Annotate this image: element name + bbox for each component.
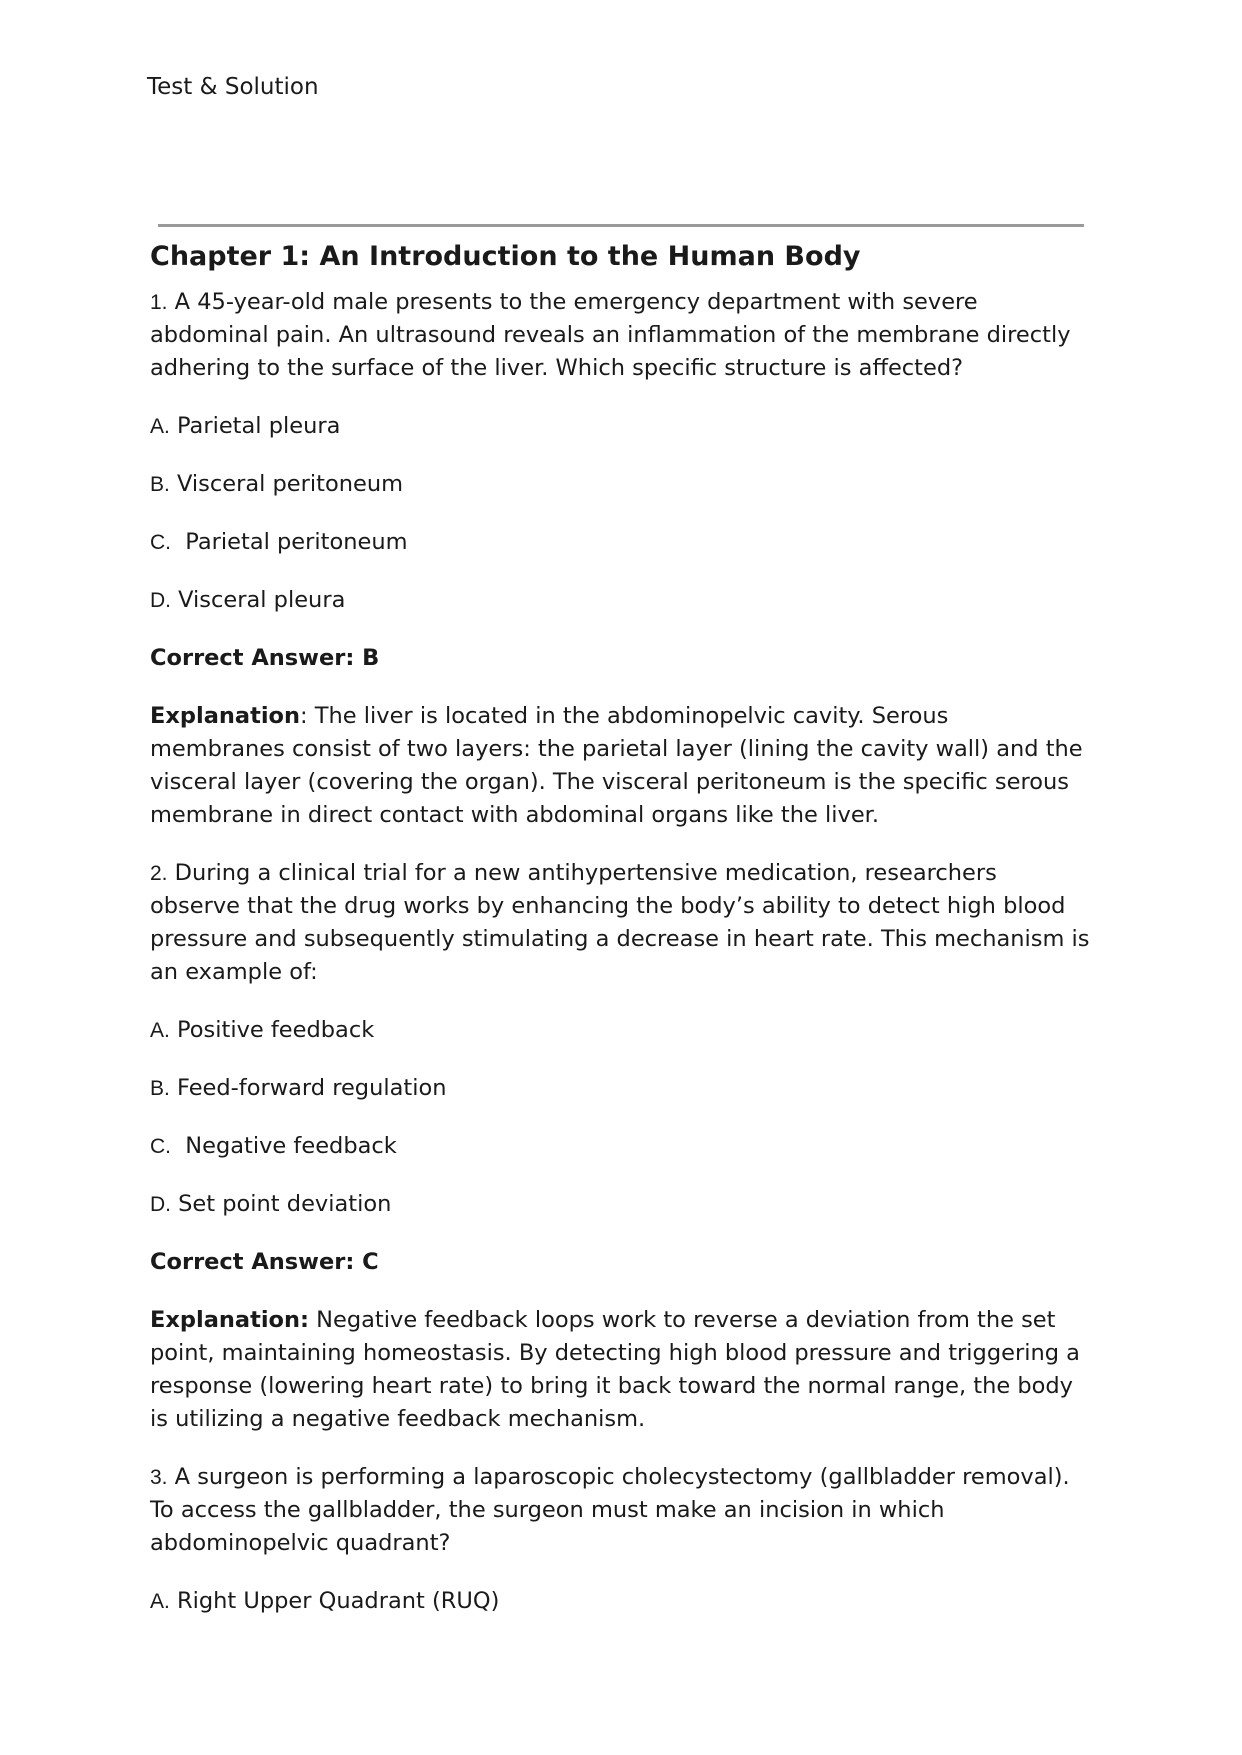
question-number: 2.	[150, 862, 168, 885]
option-letter: A.	[150, 1590, 170, 1613]
option-letter: B.	[150, 1077, 170, 1100]
explanation	[150, 700, 1090, 832]
document-body	[150, 240, 1090, 1643]
option-b	[150, 1072, 1090, 1105]
option-text: Right Upper Quadrant (RUQ)	[169, 1588, 500, 1614]
option-b	[150, 468, 1090, 501]
option-letter: D.	[150, 589, 171, 612]
chapter-title: Chapter 1: An Introduction to the Human Body	[150, 241, 861, 272]
question-text: During a clinical trial for a new antihypertensive medication, researchers observe that the drug works by enhancing the body’s ability to detect high blood pressure and subsequently stimulating a decrease in heart rate. This mechanism is an example of:	[150, 860, 1090, 985]
option-letter: C.	[150, 1135, 171, 1158]
option-d	[150, 584, 1090, 617]
option-d	[150, 1188, 1090, 1221]
explanation-text: Negative feedback loops work to reverse a deviation from the set point, maintaining homeostasis. By detecting high blood pressure and triggering a response (lowering heart rate) to bring it back toward the normal range, the body is utilizing a negative feedback mechanism.	[150, 1307, 1080, 1432]
option-letter: D.	[150, 1193, 171, 1216]
option-text: Parietal pleura	[169, 413, 341, 439]
question-text: A 45-year-old male presents to the emergency department with severe abdominal pain. An ultrasound reveals an inflammation of the membrane directly adhering to the surface of the liver. Which specific structure is affected?	[150, 289, 1071, 381]
question-number: 3.	[150, 1466, 168, 1489]
option-letter: A.	[150, 415, 170, 438]
option-a	[150, 410, 1090, 443]
option-letter: B.	[150, 473, 170, 496]
option-text: Visceral peritoneum	[169, 471, 404, 497]
option-text: Feed-forward regulation	[169, 1075, 447, 1101]
option-letter: A.	[150, 1019, 170, 1042]
option-a	[150, 1585, 1090, 1618]
header-divider	[158, 224, 1084, 227]
option-text: Parietal peritoneum	[171, 529, 408, 555]
correct-answer: Correct Answer: B	[150, 645, 380, 671]
question-number: 1.	[150, 291, 168, 314]
question-2	[150, 857, 1090, 989]
option-text: Positive feedback	[169, 1017, 375, 1043]
question-text: A surgeon is performing a laparoscopic cholecystectomy (gallbladder removal). To access the gallbladder, the surgeon must make an incision in which abdominopelvic quadrant?	[150, 1464, 1070, 1556]
explanation-text: : The liver is located in the abdominopelvic cavity. Serous membranes consist of two layers: the parietal layer (lining the cavity wall) and the visceral layer (covering the organ). The visceral peritoneum is the specific serous membrane in direct contact with abdominal organs like the liver.	[150, 703, 1083, 828]
option-c	[150, 1130, 1090, 1163]
option-text: Set point deviation	[171, 1191, 392, 1217]
option-c	[150, 526, 1090, 559]
correct-answer: Correct Answer: C	[150, 1249, 379, 1275]
option-text: Visceral pleura	[171, 587, 346, 613]
question-1	[150, 286, 1090, 385]
option-a	[150, 1014, 1090, 1047]
explanation	[150, 1304, 1090, 1436]
question-3	[150, 1461, 1090, 1560]
explanation-label: Explanation:	[150, 1307, 310, 1333]
option-text: Negative feedback	[171, 1133, 397, 1159]
option-letter: C.	[150, 531, 171, 554]
explanation-label: Explanation	[150, 703, 301, 729]
page-header: Test & Solution	[147, 74, 319, 100]
